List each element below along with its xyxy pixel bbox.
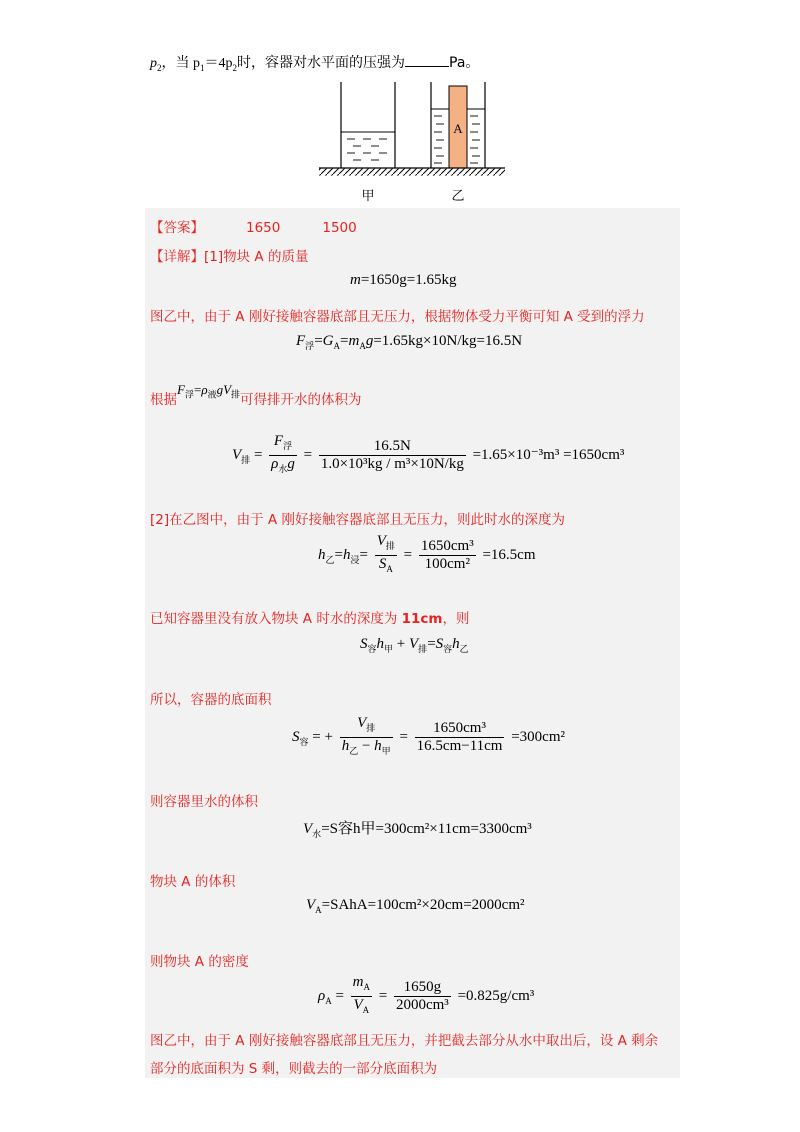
eq-water-volume: $V_水=S$容h甲=300cm²×11cm=3300cm³ [303, 821, 532, 839]
eq-depth: $h_乙=h_浸=$ $\frac{V_排}{S_A}$ = $\frac{\text{1650cm³}}{\text{100cm²}}$ =16.5cm [318, 533, 536, 574]
detail-para-9: 图乙中，由于 A 刚好接触容器底部且无压力，并把截去部分从水中取出后，设 A 剩余 [150, 1033, 659, 1049]
detail-para-7: 物块 A 的体积 [150, 874, 236, 890]
eq-buoyancy: $F_浮=G_A=m_Ag=1.65kg\times 10N/kg=16.5N$ [296, 333, 523, 351]
eq-mass: m=1650g=1.65kg [350, 272, 457, 288]
detail-step-1: 【详解】[1]物块 A 的质量 [150, 249, 309, 265]
question-tail: $p_2$，当 $p_1=4p_2$时，容器对水平面的压强为 Pa。 [150, 55, 480, 73]
detail-para-6: 则容器里水的体积 [150, 794, 258, 810]
answer-value-1: 1650 [246, 220, 281, 236]
eq-volume: $V_排$ = $\frac{F_浮}{\rho_水g}$ = $\frac{16.5N}{\text{1.0×10³kg / m³×10N/kg}}$ =1.65×10⁻³m³ =1650cm³ [232, 433, 625, 474]
ground-hatch [319, 169, 505, 176]
detail-para-1: 图乙中，由于 A 刚好接触容器底部且无压力，根据物体受力平衡可知 A 受到的浮力 [150, 309, 645, 325]
detail-para-2: 根据$F_浮=\rho_液gV_排$可得排开水的体积为 [150, 382, 362, 408]
detail-para-3: [2]在乙图中，由于 A 刚好接触容器底部且无压力，则此时水的深度为 [150, 512, 565, 528]
container-figure [315, 78, 515, 206]
svg-text:A: A [453, 121, 463, 136]
detail-para-8: 则物块 A 的密度 [150, 954, 249, 970]
eq-area: $S_容$ = + $\frac{V_排}{h_乙 - h_甲}$ = $\frac{\text{1650cm³}}{16.5cm-11cm}$ =300cm² [292, 715, 566, 756]
container-yi [431, 82, 485, 168]
eq-block-volume: $V_A=SAhA=100cm^2\times 20cm=2000cm^2$ [306, 897, 525, 915]
detail-para-5: 所以，容器的底面积 [150, 692, 272, 708]
answer-blank [405, 54, 449, 67]
eq-density: $\rho_A$ = $\frac{m_A}{V_A}$ = $\frac{1650g}{\text{2000cm³}}$ =0.825g/cm³ [318, 974, 535, 1015]
eq-relation: $S_容h_甲 + V_排=S_容h_乙$ [360, 636, 469, 654]
answer-tag: 【答案】 [150, 220, 204, 236]
answer-line [150, 216, 357, 236]
label-yi: 乙 [451, 189, 465, 204]
detail-para-10: 部分的底面积为 S 剩，则截去的一部分底面积为 [150, 1061, 438, 1077]
label-jia: 甲 [361, 189, 375, 204]
answer-value-2: 1500 [322, 220, 357, 236]
container-jia [341, 82, 395, 168]
detail-para-4: 已知容器里没有放入物块 A 时水的深度为 11cm，则 [150, 611, 470, 627]
